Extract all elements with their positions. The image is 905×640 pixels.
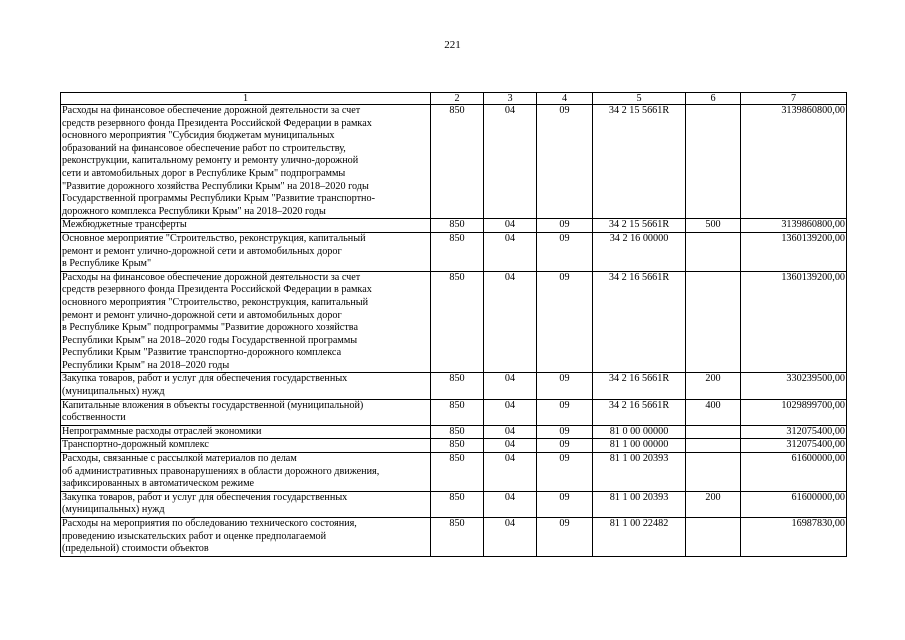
row-subsection: 09 (537, 399, 593, 425)
col-header-7: 7 (741, 93, 847, 105)
row-section: 04 (484, 491, 537, 517)
row-description: Транспортно-дорожный комплекс (61, 439, 431, 453)
table-row (61, 399, 847, 425)
table-row (61, 518, 847, 557)
row-section: 04 (484, 439, 537, 453)
row-section: 04 (484, 219, 537, 233)
row-amount: 312075400,00 (741, 425, 847, 439)
row-subsection: 09 (537, 425, 593, 439)
table-row (61, 271, 847, 373)
row-amount: 16987830,00 (741, 518, 847, 557)
row-ministry-code: 850 (431, 518, 484, 557)
row-expense-type: 400 (686, 399, 741, 425)
row-ministry-code: 850 (431, 439, 484, 453)
row-amount: 1360139200,00 (741, 232, 847, 271)
row-section: 04 (484, 373, 537, 399)
table-row (61, 425, 847, 439)
row-subsection: 09 (537, 453, 593, 492)
row-description: Межбюджетные трансферты (61, 219, 431, 233)
row-amount: 330239500,00 (741, 373, 847, 399)
row-subsection: 09 (537, 491, 593, 517)
row-target-article: 34 2 16 5661R (593, 373, 686, 399)
budget-table (60, 92, 847, 557)
row-expense-type (686, 232, 741, 271)
row-description: Расходы на мероприятия по обследованию технического состояния, проведению изыскательских работ и оценке предполагаемой (предельной) стоимости объектов (61, 518, 431, 557)
header-row (61, 93, 847, 105)
row-description: Расходы на финансовое обеспечение дорожной деятельности за счет средств резервного фонда Президента Российской Федерации в рамках основного мероприятия "Субсидия бюджетам муниципальных образований на финансовое обеспечение работ по строительству, реконструкции, капитальному ремонту и ремонту улично-дорожной сети и автомобильных дорог в Республике Крым" подпрограммы "Развитие дорожного хозяйства Республики Крым" на 2018–2020 годы Государственной программы Республики Крым "Развитие транспортно- дорожного комплекса Республики Крым" на 2018–2020 годы (61, 105, 431, 219)
row-description: Основное мероприятие "Строительство, реконструкция, капитальный ремонт и ремонт улично-дорожной сети и автомобильных дорог в Республике Крым" (61, 232, 431, 271)
row-ministry-code: 850 (431, 453, 484, 492)
row-section: 04 (484, 399, 537, 425)
row-subsection: 09 (537, 271, 593, 373)
col-header-5: 5 (593, 93, 686, 105)
col-header-2: 2 (431, 93, 484, 105)
row-target-article: 81 1 00 22482 (593, 518, 686, 557)
row-target-article: 81 1 00 00000 (593, 439, 686, 453)
table-row (61, 219, 847, 233)
col-header-3: 3 (484, 93, 537, 105)
row-target-article: 34 2 15 5661R (593, 219, 686, 233)
row-section: 04 (484, 232, 537, 271)
col-header-1: 1 (61, 93, 431, 105)
row-ministry-code: 850 (431, 271, 484, 373)
row-description: Расходы, связанные с рассылкой материалов по делам об административных правонарушениях в области дорожного движения, зафиксированных в автоматическом режиме (61, 453, 431, 492)
row-section: 04 (484, 105, 537, 219)
row-subsection: 09 (537, 373, 593, 399)
row-amount: 1360139200,00 (741, 271, 847, 373)
row-expense-type (686, 518, 741, 557)
row-ministry-code: 850 (431, 373, 484, 399)
row-expense-type (686, 439, 741, 453)
row-expense-type (686, 425, 741, 439)
row-section: 04 (484, 453, 537, 492)
row-subsection: 09 (537, 518, 593, 557)
col-header-4: 4 (537, 93, 593, 105)
table-row (61, 439, 847, 453)
row-ministry-code: 850 (431, 232, 484, 271)
row-target-article: 34 2 16 5661R (593, 271, 686, 373)
row-target-article: 34 2 16 5661R (593, 399, 686, 425)
table-row (61, 105, 847, 219)
row-amount: 3139860800,00 (741, 105, 847, 219)
row-subsection: 09 (537, 439, 593, 453)
row-amount: 1029899700,00 (741, 399, 847, 425)
row-expense-type: 200 (686, 373, 741, 399)
row-expense-type (686, 105, 741, 219)
row-amount: 61600000,00 (741, 491, 847, 517)
row-target-article: 34 2 16 00000 (593, 232, 686, 271)
row-subsection: 09 (537, 232, 593, 271)
row-description: Закупка товаров, работ и услуг для обеспечения государственных (муниципальных) нужд (61, 491, 431, 517)
col-header-6: 6 (686, 93, 741, 105)
row-subsection: 09 (537, 219, 593, 233)
row-target-article: 81 0 00 00000 (593, 425, 686, 439)
row-description: Расходы на финансовое обеспечение дорожной деятельности за счет средств резервного фонда Президента Российской Федерации в рамках основного мероприятия "Строительство, реконструкция, капитальный ремонт и ремонт улично-дорожной сети и автомобильных дорог в Республике Крым" подпрограммы "Развитие дорожного хозяйства Республики Крым" на 2018–2020 годы Государственной программы Республики Крым "Развитие транспортно-дорожного комплекса Республики Крым" на 2018–2020 годы (61, 271, 431, 373)
row-target-article: 81 1 00 20393 (593, 491, 686, 517)
row-target-article: 81 1 00 20393 (593, 453, 686, 492)
row-expense-type: 500 (686, 219, 741, 233)
row-ministry-code: 850 (431, 491, 484, 517)
row-description: Закупка товаров, работ и услуг для обеспечения государственных (муниципальных) нужд (61, 373, 431, 399)
row-section: 04 (484, 425, 537, 439)
row-ministry-code: 850 (431, 105, 484, 219)
row-ministry-code: 850 (431, 219, 484, 233)
table-row (61, 453, 847, 492)
row-ministry-code: 850 (431, 399, 484, 425)
row-ministry-code: 850 (431, 425, 484, 439)
row-section: 04 (484, 518, 537, 557)
row-expense-type (686, 453, 741, 492)
page-number: 221 (444, 39, 461, 51)
row-section: 04 (484, 271, 537, 373)
row-expense-type: 200 (686, 491, 741, 517)
row-expense-type (686, 271, 741, 373)
row-target-article: 34 2 15 5661R (593, 105, 686, 219)
row-description: Непрограммные расходы отраслей экономики (61, 425, 431, 439)
table-row (61, 491, 847, 517)
table-row (61, 232, 847, 271)
row-description: Капитальные вложения в объекты государственной (муниципальной) собственности (61, 399, 431, 425)
row-amount: 312075400,00 (741, 439, 847, 453)
row-amount: 61600000,00 (741, 453, 847, 492)
row-subsection: 09 (537, 105, 593, 219)
table-row (61, 373, 847, 399)
row-amount: 3139860800,00 (741, 219, 847, 233)
